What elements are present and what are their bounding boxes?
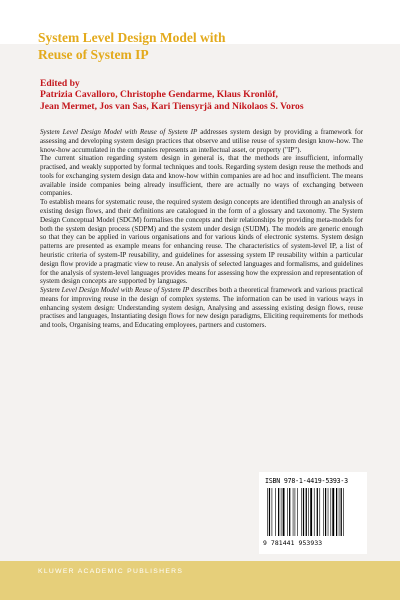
editors-names-line-2: Jean Mermet, Jos van Sas, Kari Tiensyrjä and Nikolaos S. Voros [40,100,304,112]
book-title [38,30,368,63]
barcode-image [265,488,361,536]
barcode-bar [314,488,315,536]
editors-heading: Edited by [40,78,80,89]
isbn-label: ISBN 978-1-4419-5393-3 [265,477,348,485]
publisher-name: KLUWER ACADEMIC PUBLISHERS [38,568,184,575]
editors-names-line-1: Patrizia Cavalloro, Christophe Gendarme, Klaus Kronlöf, [40,89,278,101]
barcode-digits: 9 781441 953933 [263,539,323,547]
paragraph-intro-text: addresses system design by providing a framework for assessing and developing system design practices that observe and utilise reuse of system design know-how. The know-how accumulated in the companies represents an intellectual asset, or property ("IP"). [40,128,363,154]
barcode-bar [310,488,312,536]
barcode-bar [308,488,309,536]
barcode-bar [293,488,294,536]
barcode-bar [306,488,307,536]
barcode-bar [341,488,342,536]
barcode-bar [272,488,273,536]
footer-band [0,561,400,600]
barcode-bar [328,488,329,536]
barcode-bar [343,488,344,536]
title-line-1: System Level Design Model with [38,30,226,45]
barcode-bar [269,488,270,536]
barcode-bar [289,488,290,536]
isbn-barcode-box [259,472,367,554]
barcode-bar [295,488,296,536]
barcode-bar [297,488,298,536]
barcode-bar [339,488,340,536]
paragraph-systematic-reuse: To establish means for systematic reuse, the required system design concepts are identified through an analysis of existing design flows, and their definitions are catalogued in the form of a glossary and taxonomy. The System Design Conceptual Model (SDCM) formalises the concepts and their relationships by providing meta-models for both the system design process (SDPM) and the system under design (SUDM). The models are generic enough so that they can be applied in various organisations and for various kinds of electronic systems. System design patterns are presented as example means for enhancing reuse. The characteristics of system-level IP, a list of heuristic criteria of system-IP reusability, and guidelines for assessing system IP reusability within a particular design flow provide a pragmatic view to reuse. An analysis of selected languages and formalisms, and guidelines for the analysis of system-level languages provides means for assessing how the expression and representation of system design concepts are supported by languages. [40,198,363,286]
description-text [40,128,363,330]
barcode-bar [283,488,285,536]
barcode-bar [303,488,304,536]
title-line-2: Reuse of System IP [38,46,149,62]
barcode-bar [336,488,337,536]
barcode-bar [319,488,320,536]
paragraph-summary [40,286,363,330]
barcode-bar [301,488,302,536]
barcode-bar [281,488,282,536]
editors-block [40,78,380,112]
barcode-bar [332,488,334,536]
barcode-bar [278,488,279,536]
paragraph-summary-text: describes both a theoretical framework and various practical means for improving reuse in the design of complex systems. The information can be used in various ways in enhancing system design: Understanding system design, Analysing and assessing existing design flows, reuse practises and languages, Instantiating design flows for new design paradigms, Eliciting requirements for methods and tools, Organising teams, and Educating employees, partners and customers. [40,286,363,330]
barcode-bar [275,488,276,536]
barcode-bar [330,488,331,536]
barcode-bar [325,488,326,536]
book-title-italic: System Level Design Model with Reuse of System IP [40,286,190,295]
barcode-bar [267,488,268,536]
barcode-bar [323,488,324,536]
paragraph-current-situation: The current situation regarding system design in general is, that the methods are insufficient, informally practised, and weakly supported by formal techniques and tools. Regarding system design reuse the methods and tools for exchanging system design data and know-how within companies are ad hoc and insufficient. The means available inside companies being already insufficient, there are actually no ways of exchanging between companies. [40,154,363,198]
paragraph-intro [40,128,363,154]
barcode-bar [287,488,288,536]
book-title-italic: System Level Design Model with Reuse of System IP [40,128,198,136]
barcode-bar [317,488,318,536]
